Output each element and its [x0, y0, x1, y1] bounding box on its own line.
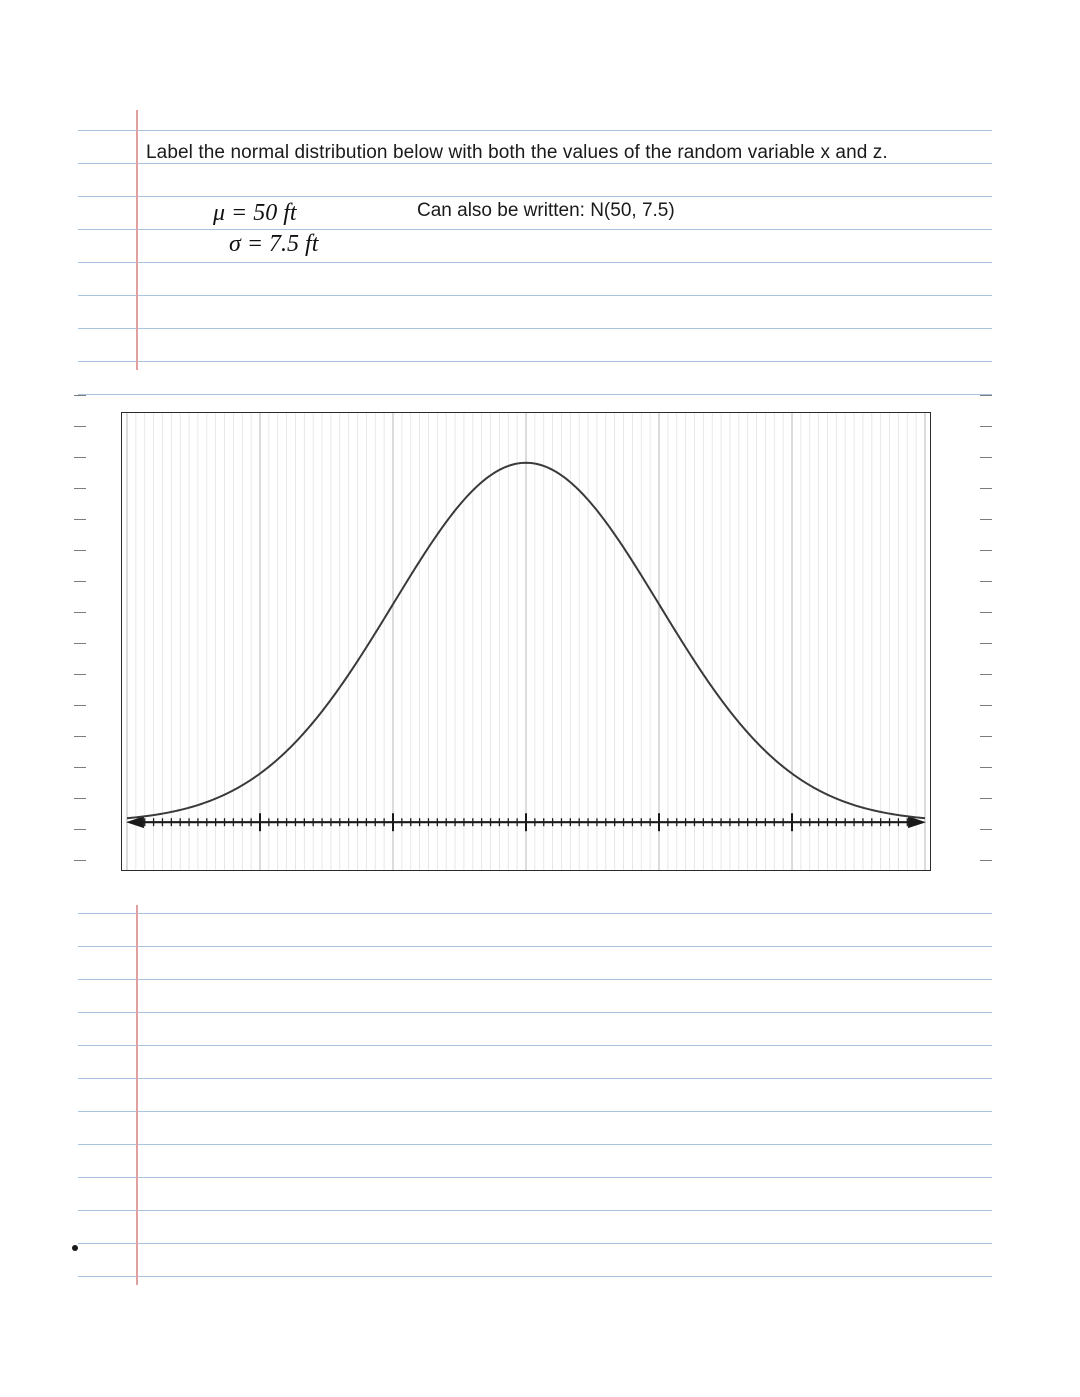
perf-left [74, 736, 86, 737]
rule-line [78, 979, 992, 980]
rule-line [78, 1144, 992, 1145]
perf-right [980, 550, 992, 551]
perf-left [74, 829, 86, 830]
normal-curve-svg [122, 413, 930, 870]
chart-gridlines [127, 413, 925, 870]
perf-right [980, 860, 992, 861]
perf-left [74, 488, 86, 489]
rule-line [78, 295, 992, 296]
perf-right [980, 426, 992, 427]
perf-left [74, 767, 86, 768]
rule-line [78, 328, 992, 329]
perf-left [74, 674, 86, 675]
perf-right [980, 488, 992, 489]
perf-right [980, 457, 992, 458]
perf-left [74, 550, 86, 551]
rule-line [78, 1045, 992, 1046]
perf-right [980, 643, 992, 644]
rule-line [78, 913, 992, 914]
perf-right [980, 736, 992, 737]
perf-left [74, 798, 86, 799]
margin-rule-bottom [136, 905, 138, 1285]
rule-line [78, 1012, 992, 1013]
rule-line [78, 394, 992, 395]
perf-right [980, 395, 992, 396]
perf-left [74, 643, 86, 644]
rule-line [78, 262, 992, 263]
perf-left [74, 426, 86, 427]
std-dev-parameter: σ = 7.5 ft [229, 231, 319, 257]
perf-left [74, 860, 86, 861]
rule-line [78, 361, 992, 362]
alternate-notation: Can also be written: N(50, 7.5) [417, 200, 675, 221]
rule-line [78, 1078, 992, 1079]
rule-line [78, 130, 992, 131]
perf-right [980, 705, 992, 706]
question-prompt: Label the normal distribution below with both the values of the random variable x and z. [146, 142, 888, 163]
perf-left [74, 395, 86, 396]
ruled-lines-bottom [78, 913, 992, 1313]
perf-left [74, 457, 86, 458]
normal-distribution-chart [121, 412, 931, 871]
perf-right [980, 612, 992, 613]
perf-right [980, 829, 992, 830]
mean-parameter: μ = 50 ft [213, 200, 297, 226]
ruled-lines-top [78, 130, 992, 430]
rule-line [78, 229, 992, 230]
perf-left [74, 581, 86, 582]
rule-line [78, 1243, 992, 1244]
rule-line [78, 946, 992, 947]
chart-x-axis [126, 813, 926, 831]
rule-line [78, 1111, 992, 1112]
rule-line [78, 1210, 992, 1211]
perf-left [74, 519, 86, 520]
perf-left [74, 612, 86, 613]
stray-ink-dot [72, 1245, 78, 1251]
rule-line [78, 1177, 992, 1178]
perf-right [980, 767, 992, 768]
perf-left [74, 705, 86, 706]
perf-right [980, 674, 992, 675]
perf-right [980, 519, 992, 520]
perf-right [980, 798, 992, 799]
rule-line [78, 1276, 992, 1277]
perf-right [980, 581, 992, 582]
margin-rule-top [136, 110, 138, 370]
rule-line [78, 196, 992, 197]
